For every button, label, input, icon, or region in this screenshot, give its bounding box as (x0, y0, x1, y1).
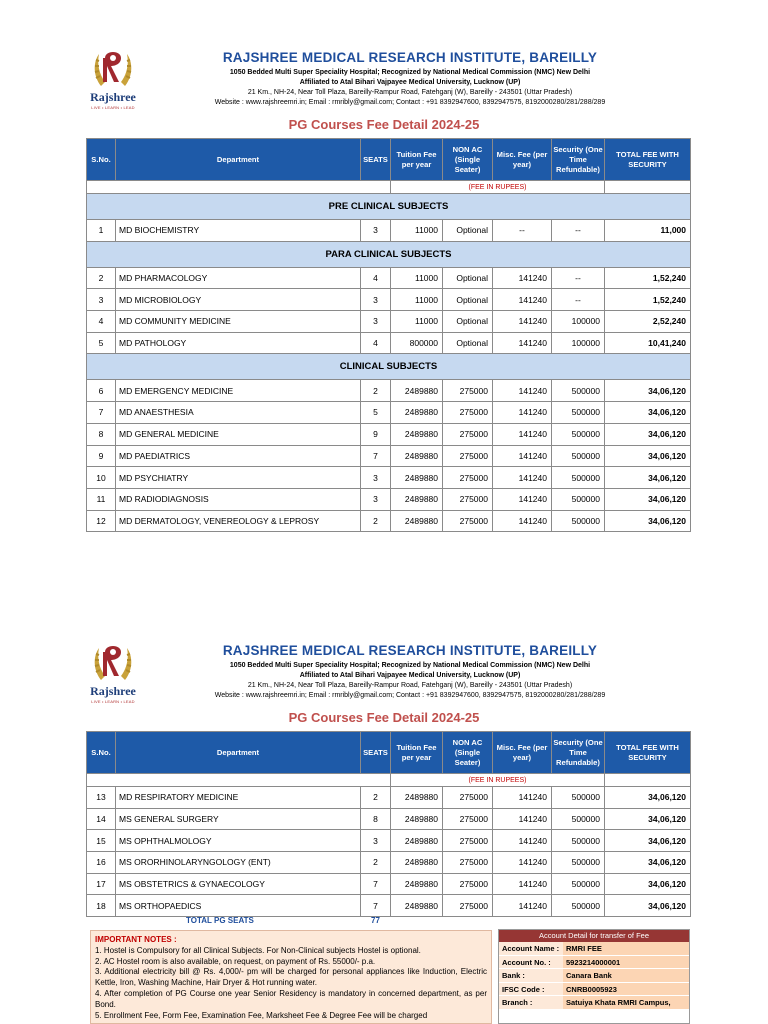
address-line: 21 Km., NH-24, Near Toll Plaza, Bareilly-Rampur Road, Fatehganj (W), Bareilly - 243501 (Uttar Pradesh) (247, 89, 573, 96)
cell-total-fee: 34,06,120 (605, 873, 691, 895)
table-row (87, 852, 691, 874)
cell-department: MD MICROBIOLOGY (116, 289, 361, 311)
cell-department: MD EMERGENCY MEDICINE (116, 380, 361, 402)
cell-seats: 2 (361, 787, 391, 809)
cell-tuition-fee: 2489880 (391, 510, 443, 532)
cell-total-fee: 34,06,120 (605, 423, 691, 445)
cell-seats: 3 (361, 467, 391, 489)
cell-department: MD PATHOLOGY (116, 332, 361, 354)
cell-sno: 12 (87, 510, 116, 532)
cell-department: MD COMMUNITY MEDICINE (116, 311, 361, 333)
cell-non-ac: 275000 (443, 787, 493, 809)
account-row (499, 996, 689, 1010)
cell-tuition-fee: 2489880 (391, 402, 443, 424)
col-total-header: TOTAL FEE WITH SECURITY (605, 139, 691, 181)
table-row (87, 289, 691, 311)
cell-seats: 4 (361, 267, 391, 289)
cell-seats: 3 (361, 289, 391, 311)
cell-security: 500000 (552, 445, 605, 467)
cell-total-fee: 34,06,120 (605, 808, 691, 830)
account-key: IFSC Code : (502, 984, 545, 994)
logo-name: Rajshree (90, 684, 136, 698)
cell-misc-fee: -- (493, 220, 552, 242)
cell-security: -- (552, 289, 605, 311)
cell-non-ac: 275000 (443, 852, 493, 874)
cell-sno: 8 (87, 423, 116, 445)
cell-non-ac: Optional (443, 311, 493, 333)
institute-logo (87, 640, 139, 704)
cell-misc-fee: 141240 (493, 423, 552, 445)
cell-total-fee: 34,06,120 (605, 510, 691, 532)
cell-tuition-fee: 2489880 (391, 423, 443, 445)
cell-department: MD DERMATOLOGY, VENEREOLOGY & LEPROSY (116, 510, 361, 532)
section-label: CLINICAL SUBJECTS (87, 354, 691, 380)
cell-tuition-fee: 2489880 (391, 380, 443, 402)
col-security-header: Security (One Time Refundable) (552, 732, 605, 774)
cell-security: 500000 (552, 510, 605, 532)
cell-total-fee: 1,52,240 (605, 267, 691, 289)
account-row (499, 956, 689, 970)
contact-line: Website : www.rajshreemri.in; Email : rmribly@gmail.com; Contact : +91 8392947600, 8392947575, 8192000280/281/288/289 (214, 692, 606, 699)
logo-tagline: LIVE • LEARN • LEAD (91, 105, 135, 110)
cell-non-ac: Optional (443, 289, 493, 311)
table-row (87, 423, 691, 445)
note-item: 4. After completion of PG Course one year Senior Residency is mandatory in concerned department, as per Bond. (95, 988, 487, 1009)
cell-misc-fee: 141240 (493, 873, 552, 895)
cell-department: MD PHARMACOLOGY (116, 267, 361, 289)
cell-sno: 16 (87, 852, 116, 874)
col-department-header: Department (116, 139, 361, 181)
col-seats-header: SEATS (361, 732, 391, 774)
rupees-note-row (87, 181, 691, 194)
cell-total-fee: 34,06,120 (605, 380, 691, 402)
cell-seats: 3 (361, 311, 391, 333)
cell-total-fee: 34,06,120 (605, 830, 691, 852)
note-item: 3. Additional electricity bill @ Rs. 4,000/- pm will be charged for personal appliances like Induction, Electric Kettle, Iron, Washing Machine, Hair Dryer & Hot running water. (95, 967, 487, 988)
cell-misc-fee: 141240 (493, 787, 552, 809)
cell-sno: 1 (87, 220, 116, 242)
cell-department: MD PSYCHIATRY (116, 467, 361, 489)
cell-security: 500000 (552, 895, 605, 917)
cell-sno: 4 (87, 311, 116, 333)
cell-security: 500000 (552, 423, 605, 445)
cell-security: -- (552, 220, 605, 242)
cell-security: 100000 (552, 311, 605, 333)
logo-name: Rajshree (90, 90, 136, 104)
cell-total-fee: 34,06,120 (605, 445, 691, 467)
cell-seats: 5 (361, 402, 391, 424)
cell-non-ac: Optional (443, 220, 493, 242)
account-key: Branch : (502, 998, 533, 1007)
cell-misc-fee: 141240 (493, 808, 552, 830)
cell-security: 500000 (552, 808, 605, 830)
cell-non-ac: 275000 (443, 873, 493, 895)
cell-misc-fee: 141240 (493, 852, 552, 874)
cell-security: 500000 (552, 380, 605, 402)
cell-tuition-fee: 2489880 (391, 467, 443, 489)
cell-sno: 3 (87, 289, 116, 311)
cell-sno: 15 (87, 830, 116, 852)
important-notes (90, 930, 492, 1024)
cell-department: MS ORTHOPAEDICS (116, 895, 361, 917)
cell-misc-fee: 141240 (493, 267, 552, 289)
cell-misc-fee: 141240 (493, 830, 552, 852)
fee-table-body-page2 (87, 787, 691, 917)
fee-table-page2 (86, 731, 691, 917)
cell-tuition-fee: 11000 (391, 311, 443, 333)
institute-heading (140, 50, 680, 108)
cell-non-ac: 275000 (443, 510, 493, 532)
cell-misc-fee: 141240 (493, 445, 552, 467)
cell-total-fee: 34,06,120 (605, 467, 691, 489)
cell-tuition-fee: 2489880 (391, 873, 443, 895)
col-sno-header: S.No. (87, 732, 116, 774)
cell-seats: 2 (361, 510, 391, 532)
contact-line: Website : www.rajshreemri.in; Email : rmribly@gmail.com; Contact : +91 8392947600, 8392947575, 8192000280/281/288/289 (214, 99, 606, 106)
section-header-row (87, 354, 691, 380)
cell-total-fee: 34,06,120 (605, 787, 691, 809)
cell-tuition-fee: 2489880 (391, 895, 443, 917)
cell-seats: 7 (361, 895, 391, 917)
account-value: Canara Bank (563, 969, 689, 982)
cell-department: MD ANAESTHESIA (116, 402, 361, 424)
cell-tuition-fee: 2489880 (391, 445, 443, 467)
cell-non-ac: Optional (443, 332, 493, 354)
cell-non-ac: 275000 (443, 423, 493, 445)
cell-seats: 2 (361, 380, 391, 402)
table-row (87, 787, 691, 809)
cell-seats: 3 (361, 220, 391, 242)
institute-name: RAJSHREE MEDICAL RESEARCH INSTITUTE, BAREILLY (222, 643, 598, 658)
address-line: 21 Km., NH-24, Near Toll Plaza, Bareilly-Rampur Road, Fatehganj (W), Bareilly - 243501 (Uttar Pradesh) (247, 682, 573, 689)
cell-department: MD GENERAL MEDICINE (116, 423, 361, 445)
institute-logo (87, 46, 139, 110)
col-security-header: Security (One Time Refundable) (552, 139, 605, 181)
cell-total-fee: 34,06,120 (605, 402, 691, 424)
cell-security: 500000 (552, 873, 605, 895)
cell-total-fee: 1,52,240 (605, 289, 691, 311)
cell-department: MS GENERAL SURGERY (116, 808, 361, 830)
cell-department: MD BIOCHEMISTRY (116, 220, 361, 242)
cell-security: 100000 (552, 332, 605, 354)
logo-tagline: LIVE • LEARN • LEAD (91, 699, 135, 704)
cell-total-fee: 10,41,240 (605, 332, 691, 354)
cell-seats: 4 (361, 332, 391, 354)
cell-department: MD RADIODIAGNOSIS (116, 488, 361, 510)
fee-table-body-page1 (87, 194, 691, 532)
cell-department: MS ORORHINOLARYNGOLOGY (ENT) (116, 852, 361, 874)
table-header-row (87, 732, 691, 774)
table-row (87, 332, 691, 354)
table-row (87, 467, 691, 489)
cell-total-fee: 34,06,120 (605, 488, 691, 510)
institute-heading (140, 643, 680, 701)
account-row (499, 942, 689, 956)
cell-non-ac: 275000 (443, 445, 493, 467)
table-row (87, 445, 691, 467)
table-row (87, 895, 691, 917)
table-row (87, 402, 691, 424)
col-misc-header: Misc. Fee (per year) (493, 139, 552, 181)
table-row (87, 380, 691, 402)
note-item: 1. Hostel is Compulsory for all Clinical Subjects. For Non-Clinical subjects Hostel is optional. (95, 945, 421, 955)
fee-detail-title: PG Courses Fee Detail 2024-25 (288, 710, 480, 725)
cell-sno: 14 (87, 808, 116, 830)
table-row (87, 267, 691, 289)
cell-sno: 18 (87, 895, 116, 917)
cell-security: 500000 (552, 467, 605, 489)
section-header-row (87, 194, 691, 220)
cell-security: -- (552, 267, 605, 289)
table-row (87, 311, 691, 333)
col-nonac-header: NON AC (Single Seater) (443, 732, 493, 774)
cell-sno: 13 (87, 787, 116, 809)
logo-emblem-icon (87, 640, 139, 686)
cell-misc-fee: 141240 (493, 289, 552, 311)
cell-seats: 7 (361, 445, 391, 467)
logo-emblem-icon (87, 46, 139, 92)
cell-misc-fee: 141240 (493, 488, 552, 510)
account-key: Account No. : (502, 957, 551, 967)
account-detail-title: Account Detail for transfer of Fee (499, 930, 689, 942)
cell-sno: 17 (87, 873, 116, 895)
cell-seats: 9 (361, 423, 391, 445)
cell-tuition-fee: 11000 (391, 220, 443, 242)
cell-seats: 7 (361, 873, 391, 895)
account-value: Satuiya Khata RMRI Campus, (563, 996, 689, 1009)
cell-security: 500000 (552, 787, 605, 809)
cell-total-fee: 34,06,120 (605, 895, 691, 917)
cell-security: 500000 (552, 830, 605, 852)
cell-seats: 8 (361, 808, 391, 830)
section-header-row (87, 241, 691, 267)
recognition-line: 1050 Bedded Multi Super Speciality Hospital; Recognized by National Medical Commission (NMC) New Delhi (229, 662, 591, 669)
cell-security: 500000 (552, 852, 605, 874)
cell-sno: 2 (87, 267, 116, 289)
cell-security: 500000 (552, 402, 605, 424)
cell-department: MS OBSTETRICS & GYNAECOLOGY (116, 873, 361, 895)
cell-tuition-fee: 2489880 (391, 830, 443, 852)
col-misc-header: Misc. Fee (per year) (493, 732, 552, 774)
cell-sno: 7 (87, 402, 116, 424)
cell-total-fee: 2,52,240 (605, 311, 691, 333)
account-key: Account Name : (502, 944, 560, 953)
table-row (87, 808, 691, 830)
cell-sno: 6 (87, 380, 116, 402)
cell-security: 500000 (552, 488, 605, 510)
cell-sno: 9 (87, 445, 116, 467)
cell-sno: 10 (87, 467, 116, 489)
cell-non-ac: 275000 (443, 380, 493, 402)
account-detail-box (498, 929, 690, 1024)
cell-seats: 2 (361, 852, 391, 874)
cell-non-ac: 275000 (443, 808, 493, 830)
cell-tuition-fee: 2489880 (391, 787, 443, 809)
cell-misc-fee: 141240 (493, 895, 552, 917)
col-department-header: Department (116, 732, 361, 774)
section-label: PRE CLINICAL SUBJECTS (87, 194, 691, 220)
cell-total-fee: 34,06,120 (605, 852, 691, 874)
fee-in-rupees-label: (FEE IN RUPEES) (391, 774, 605, 787)
cell-department: MD RESPIRATORY MEDICINE (116, 787, 361, 809)
cell-sno: 11 (87, 488, 116, 510)
table-row (87, 873, 691, 895)
institute-name: RAJSHREE MEDICAL RESEARCH INSTITUTE, BAREILLY (222, 50, 598, 65)
cell-non-ac: 275000 (443, 830, 493, 852)
notes-title: IMPORTANT NOTES : (95, 935, 177, 944)
col-tuition-header: Tuition Fee per year (391, 139, 443, 181)
col-seats-header: SEATS (361, 139, 391, 181)
table-header-row (87, 139, 691, 181)
fee-table-page1 (86, 138, 691, 532)
table-row (87, 488, 691, 510)
table-row (87, 220, 691, 242)
section-label: PARA CLINICAL SUBJECTS (87, 241, 691, 267)
cell-misc-fee: 141240 (493, 467, 552, 489)
cell-misc-fee: 141240 (493, 311, 552, 333)
cell-misc-fee: 141240 (493, 380, 552, 402)
cell-tuition-fee: 11000 (391, 267, 443, 289)
table-row (87, 830, 691, 852)
cell-tuition-fee: 11000 (391, 289, 443, 311)
affiliation-line: Affiliated to Atal Bihari Vajpayee Medical University, Lucknow (UP) (299, 672, 521, 679)
total-seats-value: 77 (371, 916, 380, 925)
col-tuition-header: Tuition Fee per year (391, 732, 443, 774)
fee-in-rupees-label: (FEE IN RUPEES) (391, 181, 605, 194)
cell-department: MD PAEDIATRICS (116, 445, 361, 467)
fee-detail-title: PG Courses Fee Detail 2024-25 (288, 117, 480, 132)
note-item: 5. Enrollment Fee, Form Fee, Examination Fee, Marksheet Fee & Degree Fee will be charged (95, 1010, 428, 1020)
cell-tuition-fee: 2489880 (391, 488, 443, 510)
affiliation-line: Affiliated to Atal Bihari Vajpayee Medical University, Lucknow (UP) (299, 79, 521, 86)
account-row (499, 983, 689, 997)
rupees-note-row (87, 774, 691, 787)
recognition-line: 1050 Bedded Multi Super Speciality Hospital; Recognized by National Medical Commission (NMC) New Delhi (229, 69, 591, 76)
account-value: RMRI FEE (563, 942, 689, 955)
account-key: Bank : (502, 971, 525, 980)
cell-tuition-fee: 2489880 (391, 808, 443, 830)
cell-non-ac: 275000 (443, 488, 493, 510)
account-value: 5923214000001 (563, 956, 689, 969)
col-total-header: TOTAL FEE WITH SECURITY (605, 732, 691, 774)
cell-non-ac: 275000 (443, 467, 493, 489)
cell-tuition-fee: 800000 (391, 332, 443, 354)
cell-misc-fee: 141240 (493, 402, 552, 424)
table-row (87, 510, 691, 532)
note-item: 2. AC Hostel room is also available, on request, on payment of Rs. 55000/- p.a. (95, 956, 376, 966)
total-seats-label: TOTAL PG SEATS (186, 916, 254, 925)
cell-non-ac: 275000 (443, 895, 493, 917)
col-sno-header: S.No. (87, 139, 116, 181)
cell-non-ac: Optional (443, 267, 493, 289)
cell-non-ac: 275000 (443, 402, 493, 424)
cell-seats: 3 (361, 830, 391, 852)
col-nonac-header: NON AC (Single Seater) (443, 139, 493, 181)
cell-department: MS OPHTHALMOLOGY (116, 830, 361, 852)
cell-total-fee: 11,000 (605, 220, 691, 242)
cell-misc-fee: 141240 (493, 510, 552, 532)
account-value: CNRB0005923 (563, 983, 689, 996)
cell-seats: 3 (361, 488, 391, 510)
cell-misc-fee: 141240 (493, 332, 552, 354)
cell-tuition-fee: 2489880 (391, 852, 443, 874)
account-row (499, 969, 689, 983)
cell-sno: 5 (87, 332, 116, 354)
